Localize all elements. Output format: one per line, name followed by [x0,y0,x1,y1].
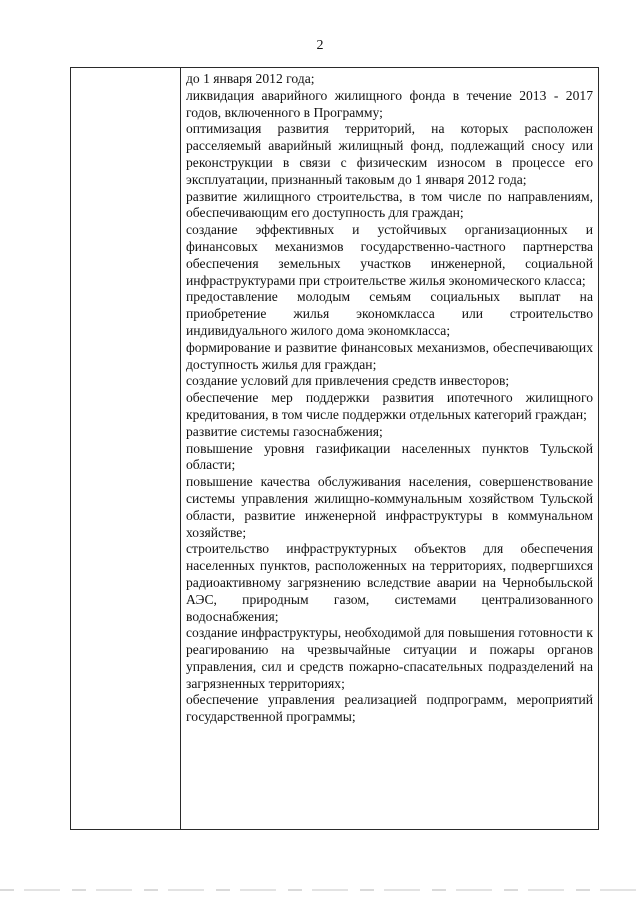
paragraph: ликвидация аварийного жилищного фонда в течение 2013 - 2017 годов, включенного в Программу; [186,87,593,120]
paragraph: развитие системы газоснабжения; [186,423,383,439]
paragraph: повышение уровня газификации населенных пунктов Тульской области; [186,440,593,473]
paragraph: развитие жилищного строительства, в том числе по направлениям, обеспечивающим его доступность для граждан; [186,188,593,221]
paragraph: создание эффективных и устойчивых организационных и финансовых механизмов государственно-частного партнерства обеспечения земельных участков инженерной, социальной инфраструктурами при строительстве жилья экономического класса; [186,222,593,288]
paragraph: строительство инфраструктурных объектов для обеспечения населенных пунктов, расположенных на территориях, подвергшихся радиоактивному загрязнению вследствие аварии на Чернобыльской АЭС, природным газом, системами централизованного водоснабжения; [186,541,593,624]
scan-artifact-line [0,889,640,891]
paragraph: создание условий для привлечения средств инвесторов; [186,373,510,389]
paragraph: до 1 января 2012 года; [186,71,315,86]
paragraph: обеспечение мер поддержки развития ипотечного жилищного кредитования, в том числе поддержки отдельных категорий граждан; [186,390,593,422]
paragraph: формирование и развитие финансовых механизмов, обеспечивающих доступность жилья для граждан; [186,339,593,372]
column-divider [180,68,181,829]
content-cell [186,71,593,726]
page-number: 2 [316,38,324,53]
document-table [70,67,599,830]
paragraph: оптимизация развития территорий, на которых расположен расселяемый аварийный жилищный фонд, подлежащий сносу или реконструкции в связи с физическим износом в процессе его эксплуатации, признанный таковым до 1 января 2012 года; [186,121,593,187]
paragraph: предоставление молодым семьям социальных выплат на приобретение жилья экономкласса или строительство индивидуального жилого дома экономкласса; [186,289,593,338]
paragraph: создание инфраструктуры, необходимой для повышения готовности к реагированию на чрезвычайные ситуации и пожары органов управления, сил и средств пожарно-спасательных подразделений на загрязненных территориях; [186,625,593,691]
paragraph: повышение качества обслуживания населения, совершенствование системы управления жилищно-коммунальным хозяйством Тульской области, развитие инженерной инфраструктуры в коммунальном хозяйстве; [186,474,593,540]
paragraph: обеспечение управления реализацией подпрограмм, мероприятий государственной программы; [186,692,593,725]
